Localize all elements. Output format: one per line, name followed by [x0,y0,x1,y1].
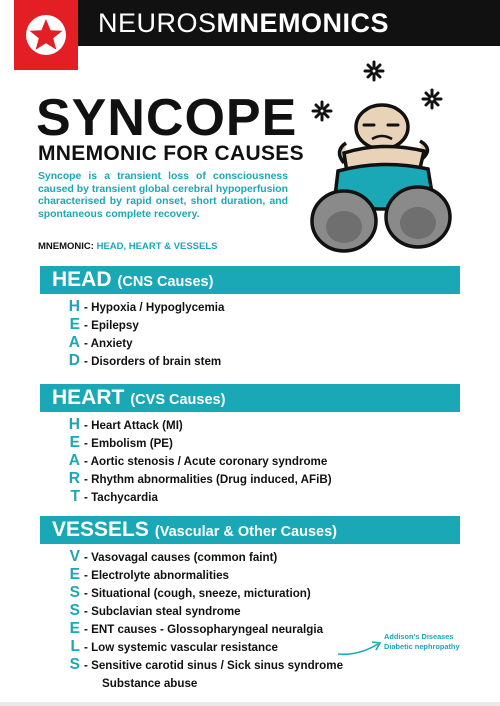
mnemonic-letter: T [70,488,80,505]
section-subtitle: (CVS Causes) [130,392,226,408]
brand-name [98,8,389,38]
list-item [62,674,343,692]
fainted-person-illustration [300,55,460,255]
section-subtitle: (Vascular & Other Causes) [154,524,338,540]
item-text: - Situational (cough, sneeze, micturation) [84,587,311,600]
list-item [62,298,224,316]
mnemonic-letter: E [69,434,80,451]
mnemonic-letter: E [69,316,80,333]
list-item [62,656,343,674]
list-item [62,470,332,488]
mnemonic-letter: E [69,566,80,583]
list-item [62,416,332,434]
mnemonic-letter: A [68,452,80,469]
item-text: - Sensitive carotid sinus / Sick sinus syndrome [84,659,344,672]
note-line-2: Diabetic nephropathy [384,641,460,651]
arrow-icon [336,636,386,658]
item-text: - ENT causes - Glossopharyngeal neuralgia [84,623,324,636]
section-vessels-bar [40,516,460,544]
side-note [384,632,460,651]
item-text: - Embolism (PE) [84,437,173,450]
section-heart-list [62,416,332,506]
bottom-divider [0,702,500,706]
mnemonic-label: MNEMONIC: [38,241,94,252]
mnemonic-letter: E [69,620,80,637]
list-item [62,638,343,656]
list-item [62,584,343,602]
section-heart-bar [40,384,460,412]
item-text: - Hypoxia / Hypoglycemia [84,301,225,314]
section-head-bar [40,266,460,294]
mnemonic-letter: S [69,602,80,619]
page-subtitle: MNEMONIC FOR CAUSES [38,142,304,165]
section-title: HEART [52,386,125,409]
item-text: - Rhythm abnormalities (Drug induced, AFiB) [84,473,332,486]
mnemonic-letter: V [69,548,80,565]
mnemonic-letter: S [69,584,80,601]
mnemonic-letter: H [68,298,80,315]
mnemonic-letter: S [69,656,80,673]
mnemonic-letter: R [68,470,80,487]
list-item [62,566,343,584]
section-vessels-list [62,548,343,692]
item-text: - Vasovagal causes (common faint) [84,551,278,564]
mnemonic-letter: D [68,352,80,369]
section-head-list [62,298,224,370]
item-text: - Subclavian steal syndrome [84,605,241,618]
mnemonic-letter: L [70,638,80,655]
list-item [62,620,343,638]
list-item [62,334,224,352]
item-text: - Epilepsy [84,319,139,332]
item-text: - Disorders of brain stem [84,355,222,368]
mnemonic-letter: A [68,334,80,351]
section-title: HEAD [52,268,112,291]
section-title: VESSELS [52,518,149,541]
list-item [62,316,224,334]
section-subtitle: (CNS Causes) [117,274,214,290]
item-text: - Low systemic vascular resistance [84,641,278,654]
item-text: - Tachycardia [84,491,158,504]
section-heart-heading [52,386,225,412]
mnemonic-line [38,241,217,252]
item-text: Substance abuse [102,677,198,690]
list-item [62,488,332,506]
description: Syncope is a transient loss of consciousness caused by transient global cerebral hypoperfusion characterised by rapid onset, short duration, and spontaneous complete recovery. [38,171,288,220]
brand-part2: MNEMONICS [216,8,390,38]
list-item [62,452,332,470]
list-item [62,434,332,452]
logo-badge [14,0,78,70]
list-item [62,548,343,566]
item-text: - Anxiety [84,337,133,350]
section-head-heading [52,268,213,294]
item-text: - Aortic stenosis / Acute coronary syndrome [84,455,328,468]
list-item [62,352,224,370]
mnemonic-value: HEAD, HEART & VESSELS [96,241,218,252]
star-icon [24,14,68,56]
list-item [62,602,343,620]
section-vessels-heading [52,518,337,544]
page-title: SYNCOPE [36,89,298,147]
mnemonic-letter: H [68,416,80,433]
note-line-1: Addison's Diseases [384,632,454,641]
item-text: - Heart Attack (MI) [84,419,183,432]
item-text: - Electrolyte abnormalities [84,569,229,582]
brand-part1: NEUROS [98,8,217,38]
